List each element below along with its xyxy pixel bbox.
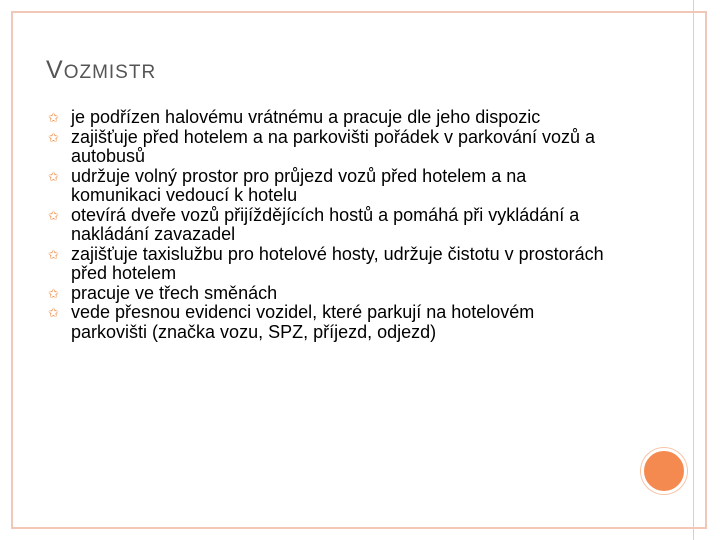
bullet-item: [48, 108, 608, 128]
bullet-item: [48, 167, 608, 206]
bullet-item: [48, 128, 608, 167]
star-outline-icon: ✩: [48, 129, 59, 145]
bullet-item: [48, 303, 608, 342]
star-outline-icon: ✩: [48, 168, 59, 184]
slide-title-initial: V: [46, 56, 64, 84]
slide-title-rest: OZMISTR: [63, 62, 157, 83]
star-outline-icon: ✩: [48, 285, 59, 301]
decorative-circle: [641, 448, 687, 494]
slide-title: [46, 56, 156, 85]
bullet-item: [48, 206, 608, 245]
bullet-item: [48, 284, 608, 304]
star-outline-icon: ✩: [48, 207, 59, 223]
bullet-text: je podřízen halovému vrátnému a pracuje dle jeho dispozic: [71, 107, 541, 127]
star-outline-icon: ✩: [48, 305, 59, 320]
bullet-text: udržuje volný prostor pro průjezd vozů před hotelem a na komunikaci vedoucí k hotelu: [71, 165, 527, 205]
bullet-text: zajišťuje taxislužbu pro hotelové hosty, udržuje čistotu v prostorách před hotelem: [71, 243, 604, 283]
bullet-text: otevírá dveře vozů přijíždějících hostů a pomáhá při vykládání a nakládání zavazadel: [71, 204, 580, 244]
bullet-text: pracuje ve třech směnách: [71, 282, 278, 303]
bullet-list: [48, 108, 608, 342]
decorative-vertical-line: [693, 0, 694, 540]
star-outline-icon: ✩: [48, 110, 59, 125]
star-outline-icon: ✩: [48, 246, 59, 262]
bullet-text: zajišťuje před hotelem a na parkovišti pořádek v parkování vozů a autobusů: [71, 126, 596, 166]
bullet-text: vede přesnou evidenci vozidel, které parkují na hotelovém parkovišti (značka vozu, SPZ, příjezd, odjezd): [71, 302, 535, 342]
bullet-item: [48, 245, 608, 284]
